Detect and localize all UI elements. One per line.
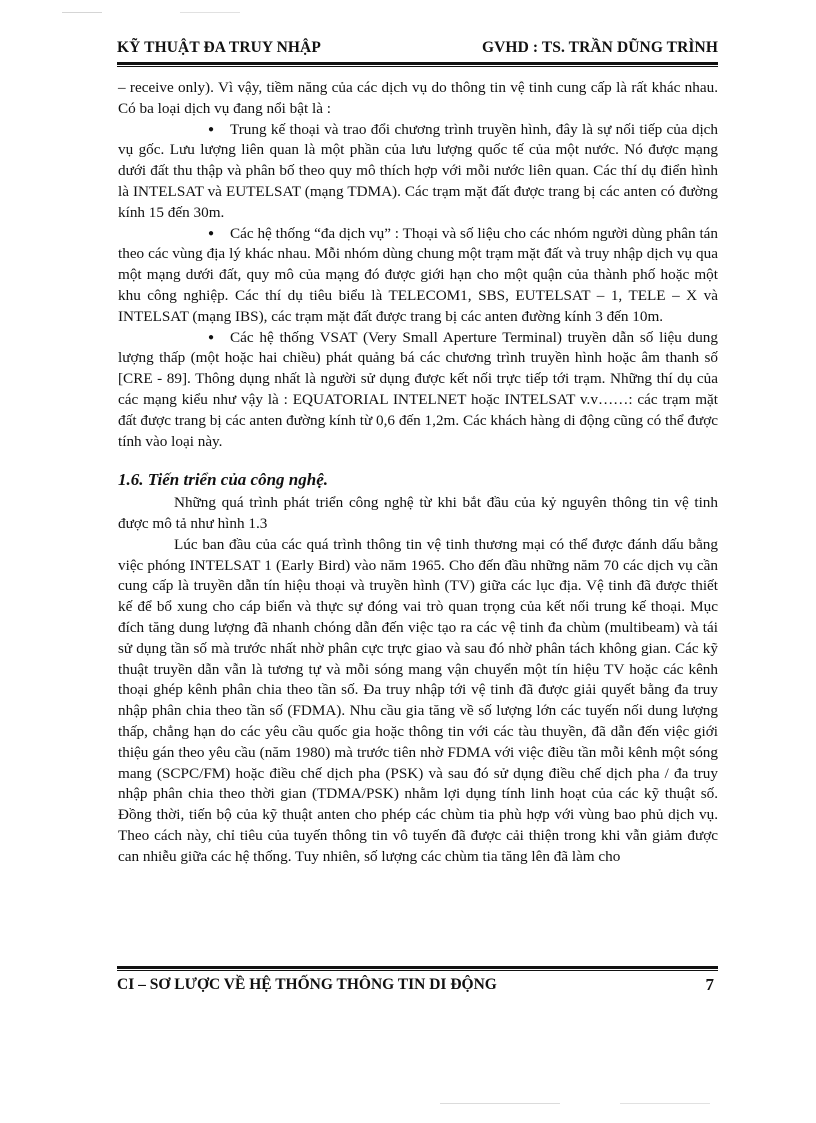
section-paragraph-1: Những quá trình phát triển công nghệ từ khi bắt đầu của kỷ nguyên thông tin vệ tinh được mô tả như hình 1.3	[118, 494, 718, 532]
header-rule-thick	[117, 62, 718, 65]
bullet-text-2: Các hệ thống “đa dịch vụ” : Thoại và số liệu cho các nhóm người dùng phân tán theo các vùng địa lý khác nhau. Mỗi nhóm dùng chung một trạm mặt đất và truy nhập dịch vụ qua một mạng dưới đất, quy mô của mạng đó được giới hạn cho một quận của thành phố hoặc một khu công nghiệp. Các thí dụ tiêu biểu là TELECOM1, SBS, EUTELSAT – 1, TELE – X và INTELSAT (mạng IBS), các trạm mặt đất được trang bị các anten đường kính 3 đến 10m.	[118, 224, 718, 325]
page-footer	[117, 972, 718, 998]
bullet-paragraph-2	[118, 224, 718, 328]
page-header	[117, 37, 718, 63]
bullet-text-3: Các hệ thống VSAT (Very Small Aperture Terminal) truyền dẫn số liệu dung lượng thấp (một hoặc hai chiều) phát quảng bá các chương trình truyền hình hoặc âm thanh số [CRE - 89]. Thông dụng nhất là người sử dụng được kết nối trực tiếp tới trạm. Những thí dụ của các mạng kiểu như vậy là : EQUATORIAL INTELNET hoặc INTELSAT v.v……: các trạm mặt đất được trang bị các anten đường kính từ 0,6 đến 1,2m. Các khách hàng di động cũng có thể được tính vào loại này.	[118, 328, 718, 450]
bullet-paragraph-1	[118, 120, 718, 224]
bullet-icon: ●	[208, 227, 215, 239]
scan-artifact	[440, 1103, 560, 1104]
page-number: 7	[705, 975, 714, 994]
intro-paragraph: – receive only). Vì vậy, tiềm năng của các dịch vụ do thông tin vệ tinh cung cấp là rất khác nhau. Có ba loại dịch vụ đang nổi bật là :	[118, 79, 718, 117]
header-rule-thin	[117, 66, 718, 67]
footer-rule-thick	[117, 966, 718, 969]
footer-rule-thin	[117, 970, 718, 971]
scan-artifact	[620, 1103, 710, 1104]
bullet-icon: ●	[208, 331, 215, 343]
section-paragraph-2: Lúc ban đầu của các quá trình thông tin vệ tinh thương mại có thể được đánh dấu bằng việc phóng INTELSAT 1 (Early Bird) vào năm 1965. Cho đến đầu những năm 70 các dịch vụ cần cung cấp là truyền dẫn tín hiệu thoại và truyền hình (TV) giữa các lục địa. Vệ tinh đã được thiết kế để bổ xung cho cáp biển và thực sự đóng vai trò quan trọng của kết nối trung kế thoại. Mục đích tăng dung lượng đã nhanh chóng dẫn đến việc tạo ra các vệ tinh đa chùm (multibeam) và tái sử dụng tần số mà trước nhất nhờ phân cực trực giao và sau đó nhờ phân tách không gian. Các kỹ thuật truyền dẫn vẫn là tương tự và mỗi sóng mang vận chuyển một tín hiệu TV hoặc các kênh thoại ghép kênh phân chia theo tần số. Đa truy nhập tới vệ tinh đã được giải quyết bằng đa truy nhập phân chia theo tần số (FDMA). Nhu cầu gia tăng về số lượng lớn các tuyến nối dung lượng thấp, chẳng hạn do các yêu cầu quốc gia hoặc thông tin với các tàu thuyền, đã dẫn đến việc giới thiệu gán theo yêu cầu (năm 1980) mà trước tiên nhờ FDMA với việc điều tần mỗi kênh một sóng mang (SCPC/FM) hoặc điều chế dịch pha (PSK) và sau đó sử dụng điều chế dịch pha / đa truy nhập phân chia theo thời gian (TDMA/PSK) nhằm lợi dụng tính linh hoạt của các kỹ thuật số. Đồng thời, tiến bộ của kỹ thuật anten cho phép các chùm tia phù hợp với vùng bao phủ dịch vụ. Theo cách này, chỉ tiêu của tuyến thông tin vô tuyến đã được cải thiện trong khi vẫn giảm được can nhiễu giữa các hệ thống. Tuy nhiên, số lượng các chùm tia tăng lên đã làm cho	[118, 535, 718, 865]
body-text	[118, 78, 718, 867]
bullet-paragraph-3	[118, 328, 718, 453]
footer-chapter: CI – SƠ LƯỢC VỀ HỆ THỐNG THÔNG TIN DI ĐỘNG	[117, 976, 497, 993]
header-title: KỸ THUẬT ĐA TRUY NHẬP	[117, 39, 321, 56]
scan-artifact	[180, 12, 240, 13]
scan-artifact	[62, 12, 102, 13]
section-heading: 1.6. Tiến triển của công nghệ.	[118, 470, 328, 490]
bullet-text-1: Trung kế thoại và trao đổi chương trình truyền hình, đây là sự nối tiếp của dịch vụ gốc. Lưu lượng liên quan là một phần của lưu lượng quốc tế của một nước. Nó được mạng dưới đất thu thập và phân bố theo quy mô thích hợp với mỗi nước liên quan. Các thí dụ điển hình là INTELSAT và EUTELSAT (mạng TDMA). Các trạm mặt đất được trang bị các anten có đường kính 15 đến 30m.	[118, 120, 718, 221]
bullet-icon: ●	[208, 123, 215, 135]
header-advisor: GVHD : TS. TRẦN DŨNG TRÌNH	[481, 39, 718, 56]
